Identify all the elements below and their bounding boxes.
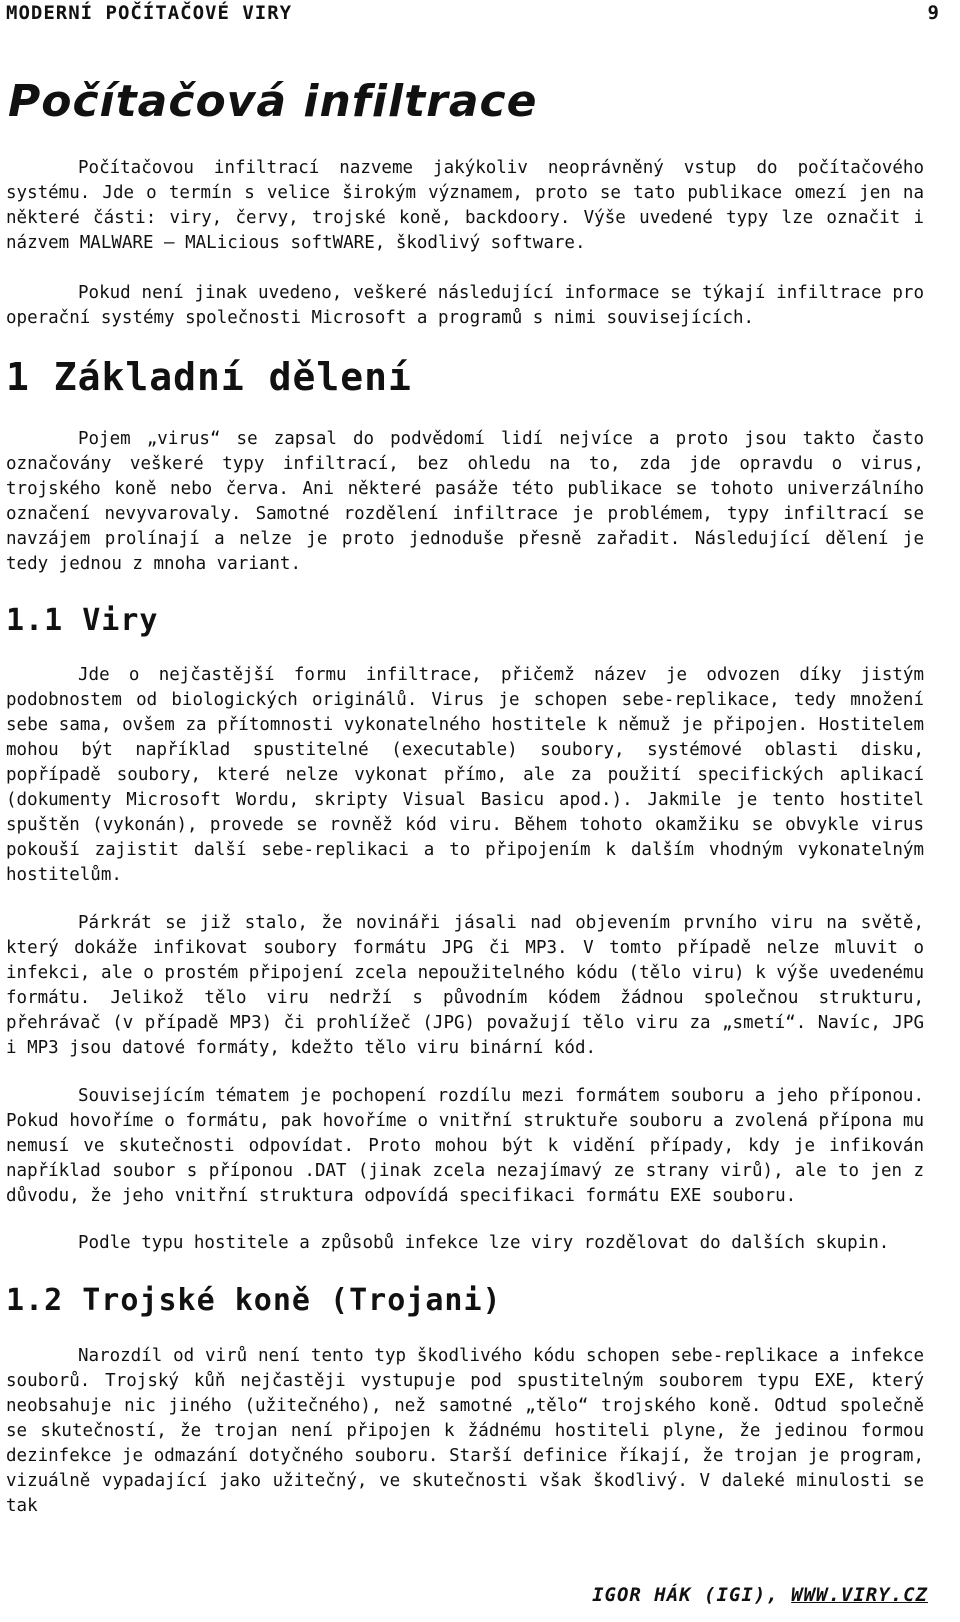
intro-paragraph-2: Pokud není jinak uvedeno, veškeré následující informace se týkají infiltrace pro operační systémy společnosti Microsoft a programů s nimi souvisejících. xyxy=(6,283,924,328)
page-number: 9 xyxy=(927,2,940,24)
running-header xyxy=(6,2,940,28)
viry-paragraph-2: Párkrát se již stalo, že novináři jásali nad objevením prvního viru na světě, který dokáže infikovat soubory formátu JPG či MP3. V tomto případě nelze mluvit o infekci, ale o prostém připojení zcela nepoužitelného kódu (tělo viru) k výše uvedenému formátu. Jelikož tělo viru nedrží s původním kódem žádnou společnou strukturu, přehrávač (v případě MP3) či prohlížeč (JPG) považují tělo viru za „smetí“. Navíc, JPG i MP3 jsou datové formáty, kdežto tělo viru binární kód. xyxy=(6,913,924,1058)
header-title: MODERNÍ POČÍTAČOVÉ VIRY xyxy=(6,2,293,24)
chapter-title: Počítačová infiltrace xyxy=(8,76,538,127)
page-footer xyxy=(592,1584,928,1606)
viry-paragraph-4: Podle typu hostitele a způsobů infekce lze viry rozdělovat do dalších skupin. xyxy=(78,1233,890,1253)
viry-paragraph-1: Jde o nejčastější formu infiltrace, přičemž název je odvozen díky jistým podobnostem od biologických originálů. Virus je schopen sebe-replikace, tedy množení sebe sama, ovšem za přítomnosti vykonatelného hostitele k němuž je připojen. Hostitelem mohou být například spustitelné (executable) soubory, systémové oblasti disku, popřípadě soubory, které nelze vykonat přímo, ale za použití specifických aplikací (dokumenty Microsoft Wordu, skripty Visual Basicu apod.). Jakmile je tento hostitel spuštěn (vykonán), provede se rovněž kód viru. Během tohoto okamžiku se obvykle virus pokouší zajistit další sebe-replikaci a to připojením k dalším vhodným vykonatelným hostitelům. xyxy=(6,665,924,885)
section-1-paragraph: Pojem „virus“ se zapsal do podvědomí lidí nejvíce a proto jsou takto často označovány veškeré typy infiltrací, bez ohledu na to, zda jde opravdu o virus, trojského koně nebo červa. Ani některé pasáže této publikace se tohoto univerzálního označení nevyvarovaly. Samotné rozdělení infiltrace je problémem, typy infiltrací se navzájem prolínají a nelze je proto jednoduše přesně zařadit. Následující dělení je tedy jednou z mnoha variant. xyxy=(6,429,924,574)
footer-author: IGOR HÁK (IGI), xyxy=(592,1584,779,1606)
viry-paragraph-3: Souvisejícím tématem je pochopení rozdílu mezi formátem souboru a jeho příponou. Pokud hovoříme o formátu, pak hovoříme o vnitřní struktuře souboru a zvolená přípona mu nemusí ve skutečnosti odpovídat. Proto mohou být k vidění případy, kdy je infikován například soubor s příponou .DAT (jinak zcela nezajímavý ze strany virů), ale to jen z důvodu, že jeho vnitřní struktura odpovídá specifikaci formátu EXE souboru. xyxy=(6,1086,924,1206)
section-1-2-heading: 1.2 Trojské koně (Trojani) xyxy=(6,1283,502,1318)
intro-paragraph-1: Počítačovou infiltrací nazveme jakýkoliv neoprávněný vstup do počítačového systému. Jde o termín s velice širokým významem, proto se tato publikace omezí jen na některé části: viry, červy, trojské koně, backdoory. Výše uvedené typy lze označit i názvem MALWARE – MALicious softWARE, škodlivý software. xyxy=(6,158,924,253)
section-1-1-heading: 1.1 Viry xyxy=(6,603,159,638)
trojani-paragraph: Narozdíl od virů není tento typ škodlivého kódu schopen sebe-replikace a infekce souborů. Trojský kůň nejčastěji vystupuje pod spustitelným souborem typu EXE, který neobsahuje nic jiného (užitečného), než samotné „tělo“ trojského koně. Odtud společně se skutečností, že trojan není připojen k žádnému hostiteli plyne, že jedinou formou dezinfekce je odmazání dotyčného souboru. Starší definice říkají, že trojan je program, vizuálně vypadající jako užitečný, ve skutečnosti však škodlivý. V daleké minulosti se tak xyxy=(6,1346,924,1516)
footer-url-link[interactable]: WWW.VIRY.CZ xyxy=(791,1584,928,1606)
section-1-heading: 1 Základní dělení xyxy=(6,355,412,399)
